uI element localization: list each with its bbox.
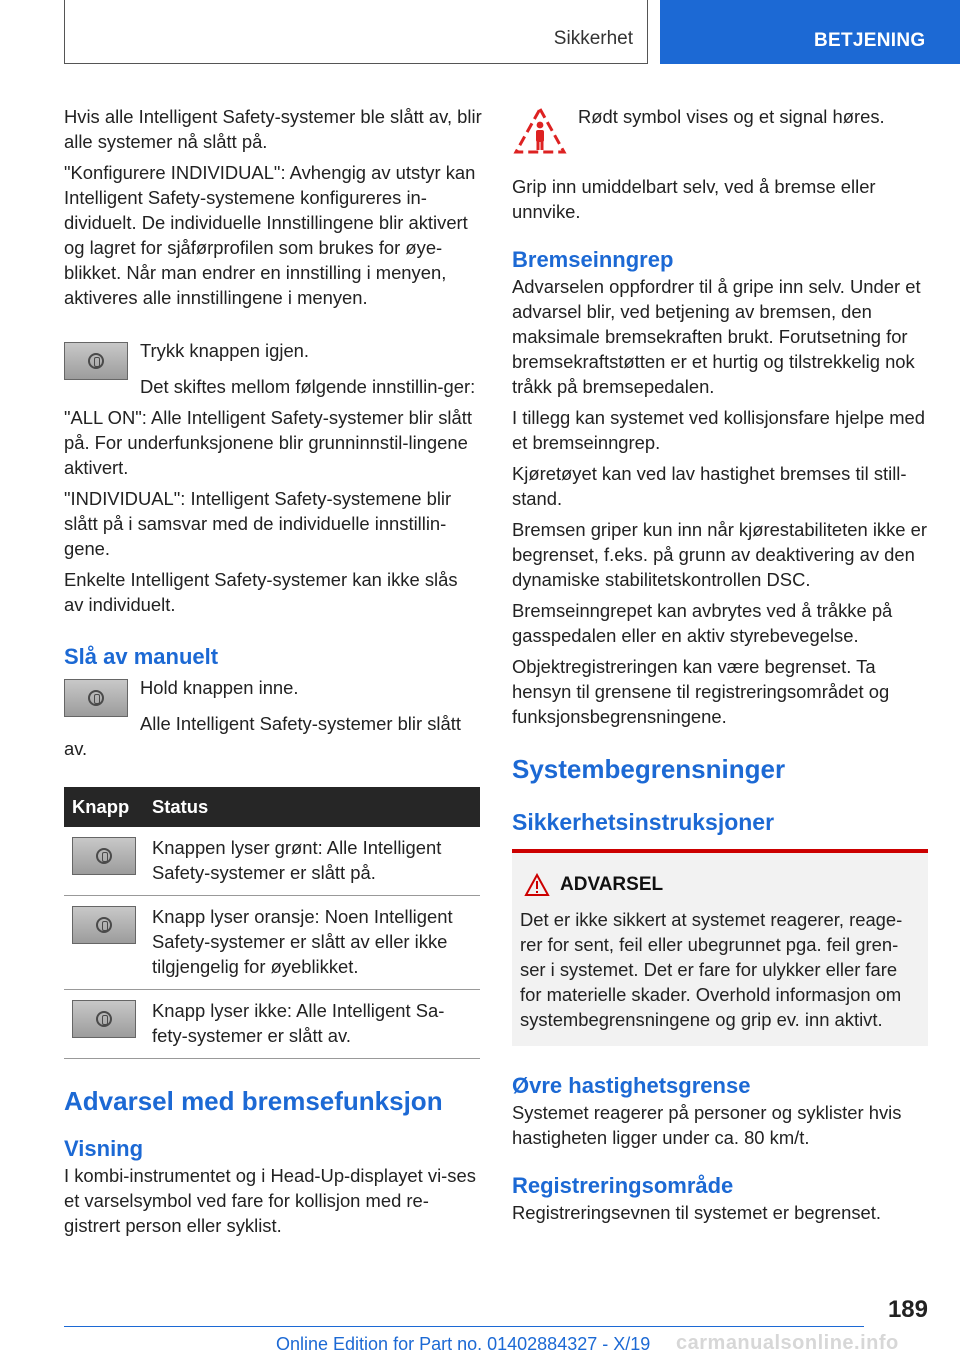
paragraph: Kjøretøyet kan ved lav hastighet bremses til still-stand. [512, 463, 907, 509]
paragraph: Enkelte Intelligent Safety-systemer kan ikke slås av individuelt. [64, 569, 458, 615]
table-header-status: Status [144, 787, 480, 827]
instruction-text: Alle Intelligent Safety-systemer blir slått av. [64, 713, 461, 759]
left-column [64, 104, 482, 1238]
instruction-text: Trykk knappen igjen. [140, 340, 310, 361]
button-status-table [64, 787, 480, 1059]
paragraph: Bremseinngrepet kan avbrytes ved å tråkke på gasspedalen eller en aktiv styrebevegelse. [512, 600, 893, 646]
section-heading: Bremseinngrep [512, 247, 674, 272]
paragraph: "INDIVIDUAL": Intelligent Safety-systemene blir slått på i samsvar med de individuelle innstillin-gene. [64, 488, 452, 559]
instruction-text: Hold knappen inne. [140, 677, 299, 698]
paragraph: Hvis alle Intelligent Safety-systemer ble slått av, blir alle systemer nå slått på. [64, 106, 482, 152]
button-instruction [64, 338, 482, 382]
safety-button-icon [64, 679, 128, 717]
warning-symbol-row [512, 104, 928, 162]
button-instruction [64, 675, 482, 719]
table-cell: Knapp lyser ikke: Alle Intelligent Sa-fety-systemer er slått av. [144, 990, 480, 1059]
header-section-box [64, 0, 648, 64]
table-header-knapp: Knapp [64, 787, 144, 827]
symbol-text: Rødt symbol vises og et signal høres. [578, 106, 885, 127]
header-chapter-title: BETJENING [660, 0, 960, 64]
instruction-text: Det skiftes mellom følgende innstillin-ger: [140, 376, 476, 397]
warning-triangle-icon [524, 873, 550, 897]
paragraph: "Konfigurere INDIVIDUAL": Avhengig av utstyr kan Intelligent Safety-systemene konfigureres in-dividuelt. De individuelle Innstillingene blir aktivert og lagret for sjåførprofilen som brukes for øye-blikket. Når man endrer en innstilling i menyen, aktiveres alle innstillingene i menyen. [64, 162, 476, 308]
paragraph: I tillegg kan systemet ved kollisjonsfare hjelpe med et bremseinngrep. [512, 407, 925, 453]
paragraph: Bremsen griper kun inn når kjørestabiliteten ikke er begrenset, f.eks. på grunn av deaktivering av den dynamiske stabilitetskontrollen DSC. [512, 519, 927, 590]
footer-edition-text: Online Edition for Part no. 01402884327 - X/19 [276, 1334, 651, 1354]
right-column [512, 104, 928, 1225]
header-section-title: Sikkerhet [553, 28, 633, 49]
warning-title: ADVARSEL [520, 873, 920, 897]
footer-divider [64, 1326, 864, 1327]
paragraph: Registreringsevnen til systemet er begrenset. [512, 1202, 882, 1223]
table-cell: Knapp lyser oransje: Noen Intelligent Safety-systemer er slått av eller ikke tilgjengelig for øyeblikket. [144, 896, 480, 990]
table-row [64, 827, 480, 896]
warning-box [512, 849, 928, 1046]
table-row [64, 896, 480, 990]
safety-button-icon [72, 1000, 136, 1038]
table-row [64, 990, 480, 1059]
paragraph: Advarselen oppfordrer til å gripe inn selv. Under et advarsel blir, ved betjening av bremsen, den maksimale bremsekraften brukt. Forutsetning for bremsekraftstøtten er et hurtig og tilstrekkelig nok tråkk på bremsepedalen. [512, 276, 921, 397]
safety-button-icon [72, 837, 136, 875]
pedestrian-warning-icon [512, 104, 568, 160]
chapter-heading: Advarsel med bremsefunksjon [64, 1086, 443, 1116]
paragraph: Objektregistreringen kan være begrenset. Ta hensyn til grensene til registreringsområdet og funksjonsbegrensningene. [512, 656, 890, 727]
table-cell: Knappen lyser grønt: Alle Intelligent Safety-systemer er slått på. [144, 827, 480, 896]
watermark-logo: carmanualsonline.info [676, 1332, 899, 1354]
paragraph: "ALL ON": Alle Intelligent Safety-systemer blir slått på. For underfunksjonene blir grunninnstil-lingene aktivert. [64, 407, 472, 478]
paragraph: Systemet reagerer på personer og syklister hvis hastigheten ligger under ca. 80 km/t. [512, 1102, 902, 1148]
page-number: 189 [887, 1296, 928, 1323]
section-heading: Slå av manuelt [64, 644, 219, 669]
paragraph: I kombi-instrumentet og i Head-Up-displayet vi-ses et varselsymbol ved fare for kollisjon med re-gistrert person eller syklist. [64, 1165, 476, 1236]
warning-text: Det er ikke sikkert at systemet reagerer, reage-rer for sent, feil eller ubegrunnet pga. feil gren-ser i systemet. Det er fare for ulykker eller fare for materielle skader. Overhold informasjon om systembegrensningene og grip ev. inn aktivt. [520, 909, 903, 1030]
safety-button-icon [72, 906, 136, 944]
paragraph: Grip inn umiddelbart selv, ved å bremse eller unnvike. [512, 176, 876, 222]
section-heading: Registreringsområde [512, 1173, 734, 1198]
safety-button-icon [64, 342, 128, 380]
section-heading: Øvre hastighetsgrense [512, 1073, 751, 1098]
section-heading: Visning [64, 1136, 144, 1161]
section-heading: Sikkerhetsinstruksjoner [512, 809, 775, 835]
chapter-heading: Systembegrensninger [512, 754, 786, 784]
